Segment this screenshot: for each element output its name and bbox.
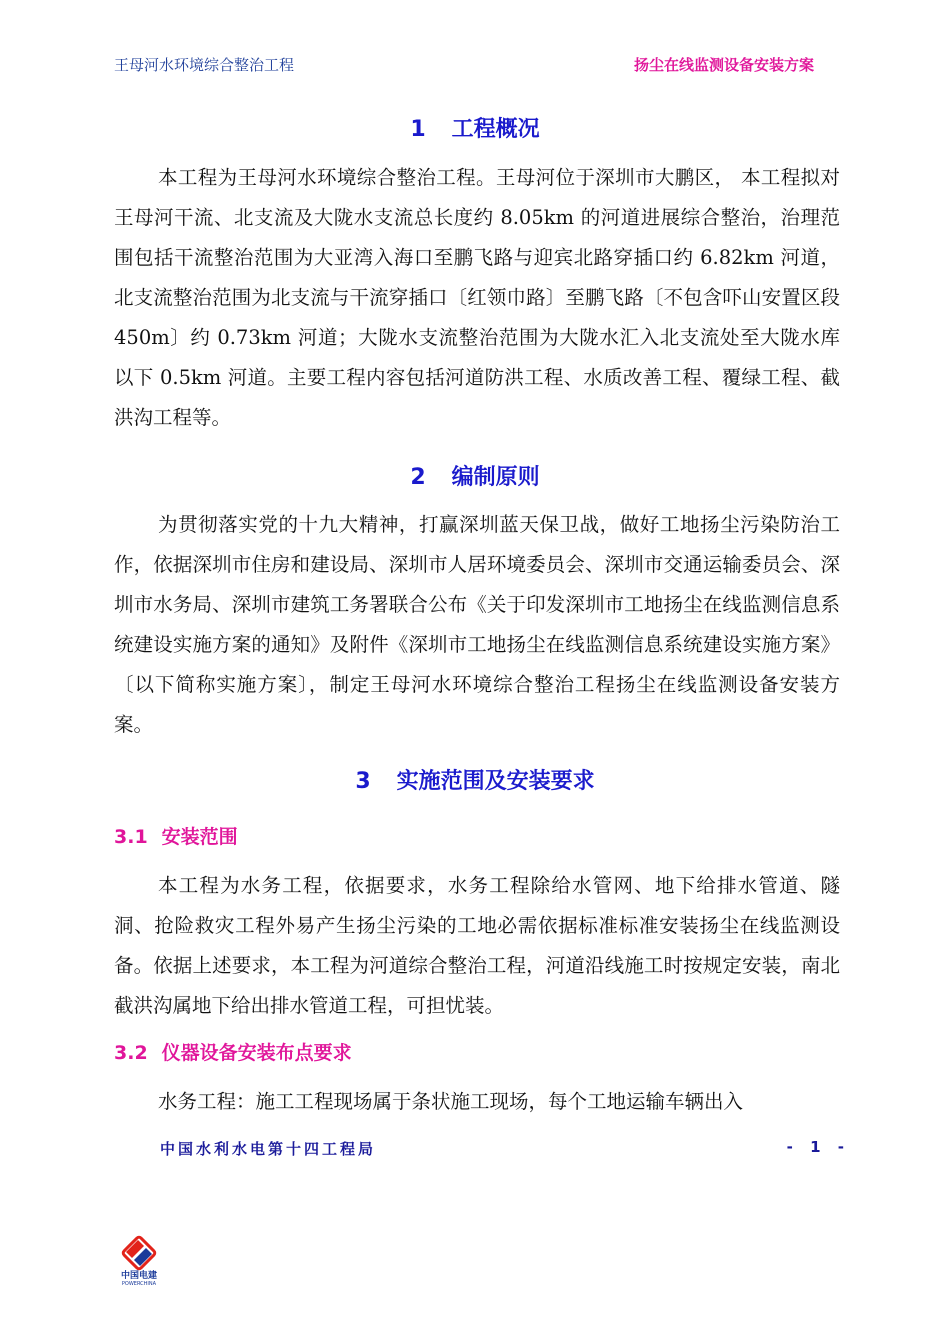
footer-company-name: 中国水利水电第十四工程局 bbox=[160, 1140, 377, 1158]
section-2-heading bbox=[0, 460, 950, 491]
header-project-name: 王母河水环境综合整治工程 bbox=[114, 56, 295, 74]
logo-english-text: POWERCHINA bbox=[121, 1281, 157, 1287]
section-2-title: 编制原则 bbox=[451, 465, 540, 490]
section-2-paragraph: 为贯彻落实党的十九大精神，打赢深圳蓝天保卫战，做好工地扬尘污染防治工作，依据深圳市住房和建设局、深圳市人居环境委员会、深圳市交通运输委员会、深圳市水务局、深圳市建筑工务署联合公布《关于印发深圳市工地扬尘在线监测信息系统建设实施方案的通知》及附件《深圳市工地扬尘在线监测信息系统建设实施方案》〔以下简称实施方案〕，制定王母河水环境综合整治工程扬尘在线监测设备安装方案。 bbox=[114, 513, 840, 736]
subsection-3-1-paragraph: 本工程为水务工程，依据要求，水务工程除给水管网、地下给排水管道、隧洞、抢险救灾工程外易产生扬尘污染的工地必需依据标准标准安装扬尘在线监测设备。依据上述要求，本工程为河道综合整治工程，河道沿线施工时按规定安装，南北截洪沟属地下给出排水管道工程，可担忧装。 bbox=[114, 874, 840, 1017]
section-1-number: 1 bbox=[410, 117, 426, 142]
section-1-title: 工程概况 bbox=[451, 117, 540, 142]
subsection-3-1-title: 安装范围 bbox=[161, 826, 238, 848]
section-3-heading bbox=[0, 764, 950, 795]
section-2-number: 2 bbox=[410, 465, 426, 490]
subsection-3-1-heading bbox=[114, 822, 238, 849]
section-1-paragraph: 本工程为王母河水环境综合整治工程。王母河位于深圳市大鹏区， 本工程拟对王母河干流、北支流及大陇水支流总长度约 8.05km 的河道进展综合整治，治理范围包括干流整治范围为大亚湾入海口至鹏飞路与迎宾北路穿插口约 6.82km 河道，北支流整治范围为北支流与干流穿插口〔红领巾路〕至鹏飞路〔不包含吓山安置区段 450m〕约 0.73km 河道；大陇水支流整治范围为大陇水汇入北支流处至大陇水库以下 0.5km 河道。主要工程内容包括河道防洪工程、水质改善工程、覆绿工程、截洪沟工程等。 bbox=[114, 166, 840, 429]
logo-chinese-text: 中国电建 bbox=[120, 1271, 157, 1281]
subsection-3-2-title: 仪器设备安装布点要求 bbox=[161, 1042, 352, 1064]
subsection-3-1-number: 3.1 bbox=[114, 826, 148, 848]
section-3-title: 实施范围及安装要求 bbox=[396, 769, 595, 794]
page-number: - 1 - bbox=[786, 1138, 850, 1156]
section-3-number: 3 bbox=[355, 769, 371, 794]
subsection-3-2-paragraph: 水务工程：施工工程现场属于条状施工现场，每个工地运输车辆出入 bbox=[158, 1090, 744, 1113]
subsection-3-2-number: 3.2 bbox=[114, 1042, 148, 1064]
section-1-heading bbox=[0, 112, 950, 143]
subsection-3-2-heading bbox=[114, 1038, 352, 1065]
header-document-title: 扬尘在线监测设备安装方案 bbox=[633, 56, 814, 74]
